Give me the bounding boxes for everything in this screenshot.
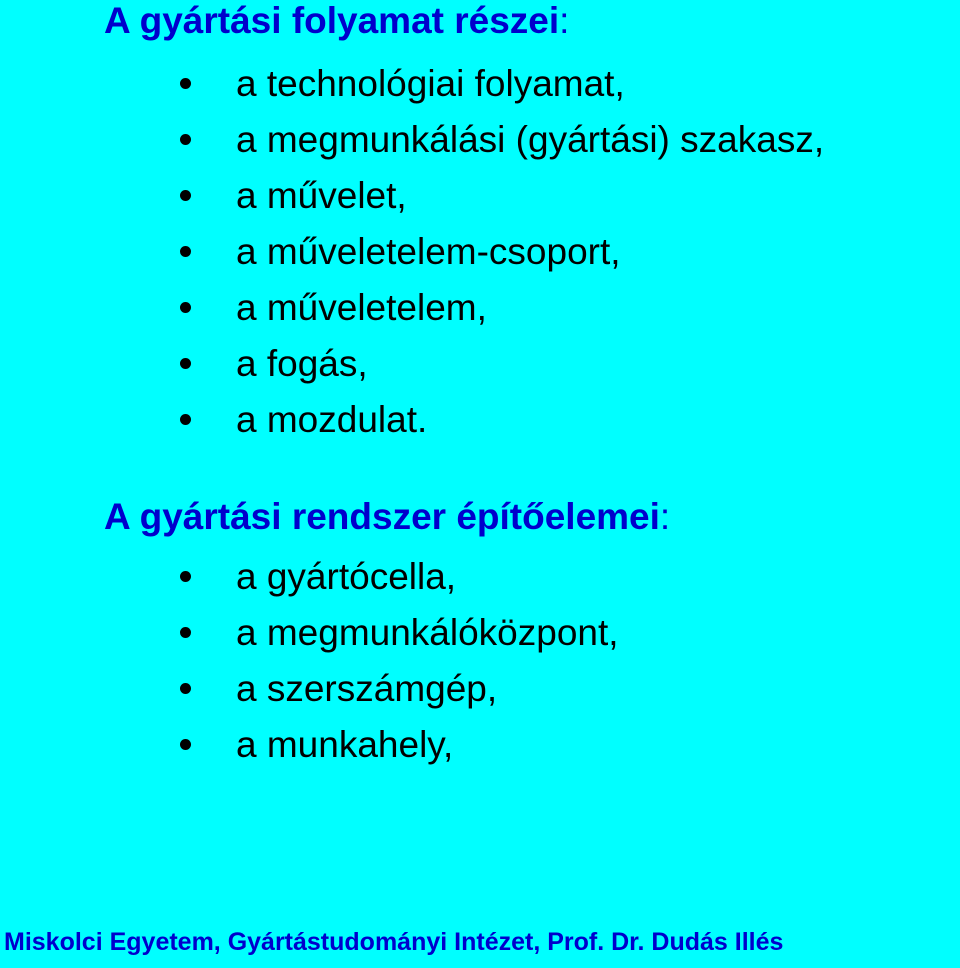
bullet-icon	[180, 190, 191, 201]
bullet-icon	[180, 739, 191, 750]
bullet-icon	[180, 134, 191, 145]
list-item-text: a gyártócella,	[236, 556, 457, 597]
list-item-text: a művelet,	[236, 175, 407, 216]
bullet-icon	[180, 302, 191, 313]
list-item-text: a műveletelem,	[236, 287, 487, 328]
bullet-icon	[180, 414, 191, 425]
list-item-text: a műveletelem-csoport,	[236, 231, 621, 272]
bullet-icon	[180, 246, 191, 257]
bullet-icon	[180, 571, 191, 582]
section-heading-text: A gyártási rendszer építőelemei	[104, 496, 660, 537]
list-item-text: a mozdulat.	[236, 399, 428, 440]
section-heading-colon: :	[559, 0, 570, 41]
list-item-text: a technológiai folyamat,	[236, 63, 625, 104]
bullet-icon	[180, 358, 191, 369]
section-heading-manufacturing-process	[104, 2, 569, 39]
section-heading-text: A gyártási folyamat részei	[104, 0, 560, 41]
bullet-icon	[180, 78, 191, 89]
list-item-text: a munkahely,	[236, 724, 454, 765]
footer-credit: Miskolci Egyetem, Gyártástudományi Intézet, Prof. Dr. Dudás Illés	[4, 928, 784, 956]
list-item-text: a szerszámgép,	[236, 668, 498, 709]
section-heading-system-building-blocks	[104, 498, 670, 535]
list-item-text: a fogás,	[236, 343, 368, 384]
bullet-icon	[180, 683, 191, 694]
list-item-text: a megmunkálóközpont,	[236, 612, 619, 653]
list-item-text: a megmunkálási (gyártási) szakasz,	[236, 119, 825, 160]
section-heading-colon: :	[659, 496, 671, 537]
bullet-icon	[180, 627, 191, 638]
